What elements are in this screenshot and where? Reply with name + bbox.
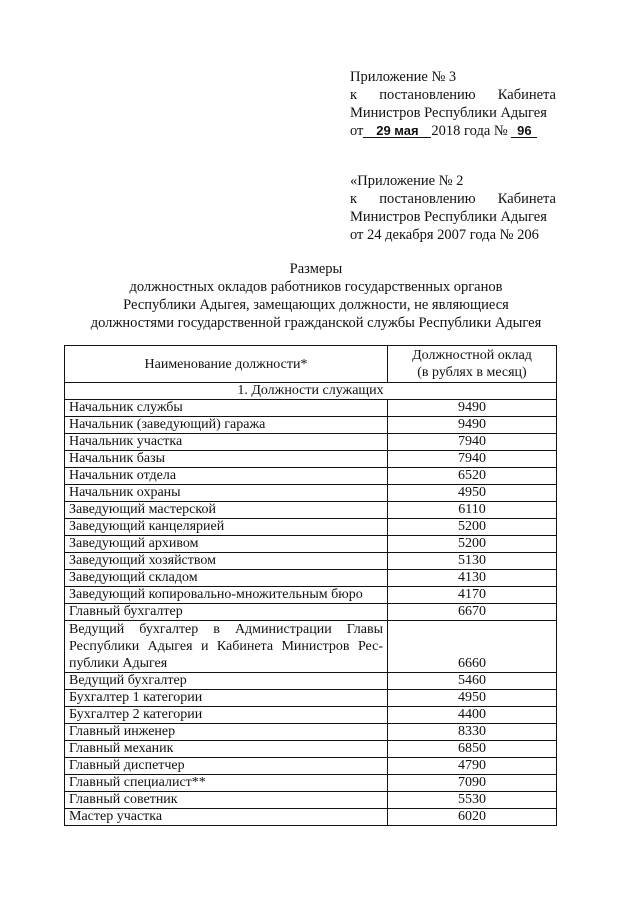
table-row (65, 792, 557, 809)
appendix-2-header (350, 172, 556, 244)
position-name: Начальник охраны (65, 485, 388, 502)
position-name: Заведующий копировально-множительным бюро (65, 587, 388, 604)
position-name: Мастер участка (65, 809, 388, 826)
salary-value: 4170 (388, 587, 557, 604)
position-name: Бухгалтер 1 категории (65, 690, 388, 707)
table-row (65, 587, 557, 604)
position-name: Заведующий канцелярией (65, 519, 388, 536)
handwritten-date: 29 мая (363, 124, 431, 138)
appendix-3-title: Приложение № 3 (350, 69, 457, 85)
appendix-2-line4: от 24 декабря 2007 года № 206 (350, 227, 539, 243)
salary-value: 4950 (388, 485, 557, 502)
table-row (65, 673, 557, 690)
title-line-1: Размеры (289, 261, 343, 277)
salary-value: 5460 (388, 673, 557, 690)
table-row (65, 621, 557, 673)
title-line-2: должностных окладов работников государственных органов (129, 279, 503, 295)
table-row (65, 519, 557, 536)
salary-value: 9490 (388, 417, 557, 434)
section-title: 1. Должности служащих (65, 383, 557, 400)
salary-value: 4790 (388, 758, 557, 775)
table-row (65, 741, 557, 758)
salary-value: 6020 (388, 809, 557, 826)
salary-table (64, 345, 557, 826)
table-row (65, 502, 557, 519)
position-name: Начальник (заведующий) гаража (65, 417, 388, 434)
table-body (65, 383, 557, 826)
appendix-3-line3: Министров Республики Адыгея (350, 105, 547, 121)
appendix-2-title: «Приложение № 2 (350, 173, 464, 189)
salary-value: 9490 (388, 400, 557, 417)
table-row (65, 434, 557, 451)
appendix-3-date-line (350, 122, 556, 140)
table-row (65, 690, 557, 707)
salary-value: 5130 (388, 553, 557, 570)
salary-value: 7090 (388, 775, 557, 792)
word-resolution: постановлению (379, 87, 476, 103)
position-name: Главный специалист** (65, 775, 388, 792)
table-row (65, 707, 557, 724)
position-name: Главный механик (65, 741, 388, 758)
position-name: Ведущий бухгалтер в Администрации Главы Республики Адыгея и Кабинета Министров Рес-публики Адыгея (65, 621, 388, 673)
salary-value: 4400 (388, 707, 557, 724)
salary-value: 5200 (388, 519, 557, 536)
salary-value: 6520 (388, 468, 557, 485)
position-name: Заведующий мастерской (65, 502, 388, 519)
position-name: Заведующий хозяйством (65, 553, 388, 570)
title-line-4: должностями государственной гражданской службы Республики Адыгея (90, 315, 542, 331)
appendix-2-line3: Министров Республики Адыгея (350, 209, 547, 225)
salary-value: 6660 (388, 621, 557, 673)
word-cabinet: Кабинета (497, 191, 556, 207)
table-row (65, 468, 557, 485)
word-k: к (350, 87, 358, 103)
date-mid: 2018 года № (431, 123, 508, 139)
document-title (60, 260, 572, 332)
salary-value: 4130 (388, 570, 557, 587)
table-row (65, 809, 557, 826)
salary-value: 8330 (388, 724, 557, 741)
table-row (65, 417, 557, 434)
appendix-2-line2 (350, 190, 556, 208)
position-name: Начальник отдела (65, 468, 388, 485)
position-name: Бухгалтер 2 категории (65, 707, 388, 724)
appendix-3-line2 (350, 86, 556, 104)
table-row (65, 724, 557, 741)
position-name: Главный бухгалтер (65, 604, 388, 621)
header-position: Наименование должности* (65, 346, 388, 383)
salary-value: 6110 (388, 502, 557, 519)
header-salary (388, 346, 557, 383)
date-prefix: от (350, 123, 364, 139)
table-row (65, 536, 557, 553)
position-name: Главный диспетчер (65, 758, 388, 775)
position-name: Заведующий складом (65, 570, 388, 587)
position-name: Ведущий бухгалтер (65, 673, 388, 690)
appendix-3-header (350, 68, 556, 140)
table-row (65, 400, 557, 417)
word-cabinet: Кабинета (497, 87, 556, 103)
salary-value: 5200 (388, 536, 557, 553)
table-row (65, 451, 557, 468)
salary-value: 4950 (388, 690, 557, 707)
position-name: Главный инженер (65, 724, 388, 741)
position-name: Начальник участка (65, 434, 388, 451)
salary-value: 7940 (388, 451, 557, 468)
salary-value: 5530 (388, 792, 557, 809)
title-line-3: Республики Адыгея, замещающих должности, не являющиеся (123, 297, 509, 313)
position-name: Начальник базы (65, 451, 388, 468)
table-row (65, 485, 557, 502)
handwritten-number: 96 (511, 124, 537, 138)
word-k: к (350, 191, 358, 207)
header-salary-line2: (в рублях в месяц) (417, 365, 527, 380)
table-row (65, 775, 557, 792)
table-row (65, 604, 557, 621)
salary-value: 6850 (388, 741, 557, 758)
table-row (65, 570, 557, 587)
table-header-row (65, 346, 557, 383)
word-resolution: постановлению (379, 191, 476, 207)
position-name: Главный советник (65, 792, 388, 809)
salary-value: 7940 (388, 434, 557, 451)
position-name: Начальник службы (65, 400, 388, 417)
section-row (65, 383, 557, 400)
table-row (65, 553, 557, 570)
table-row (65, 758, 557, 775)
header-salary-line1: Должностной оклад (412, 348, 532, 363)
position-name: Заведующий архивом (65, 536, 388, 553)
salary-value: 6670 (388, 604, 557, 621)
